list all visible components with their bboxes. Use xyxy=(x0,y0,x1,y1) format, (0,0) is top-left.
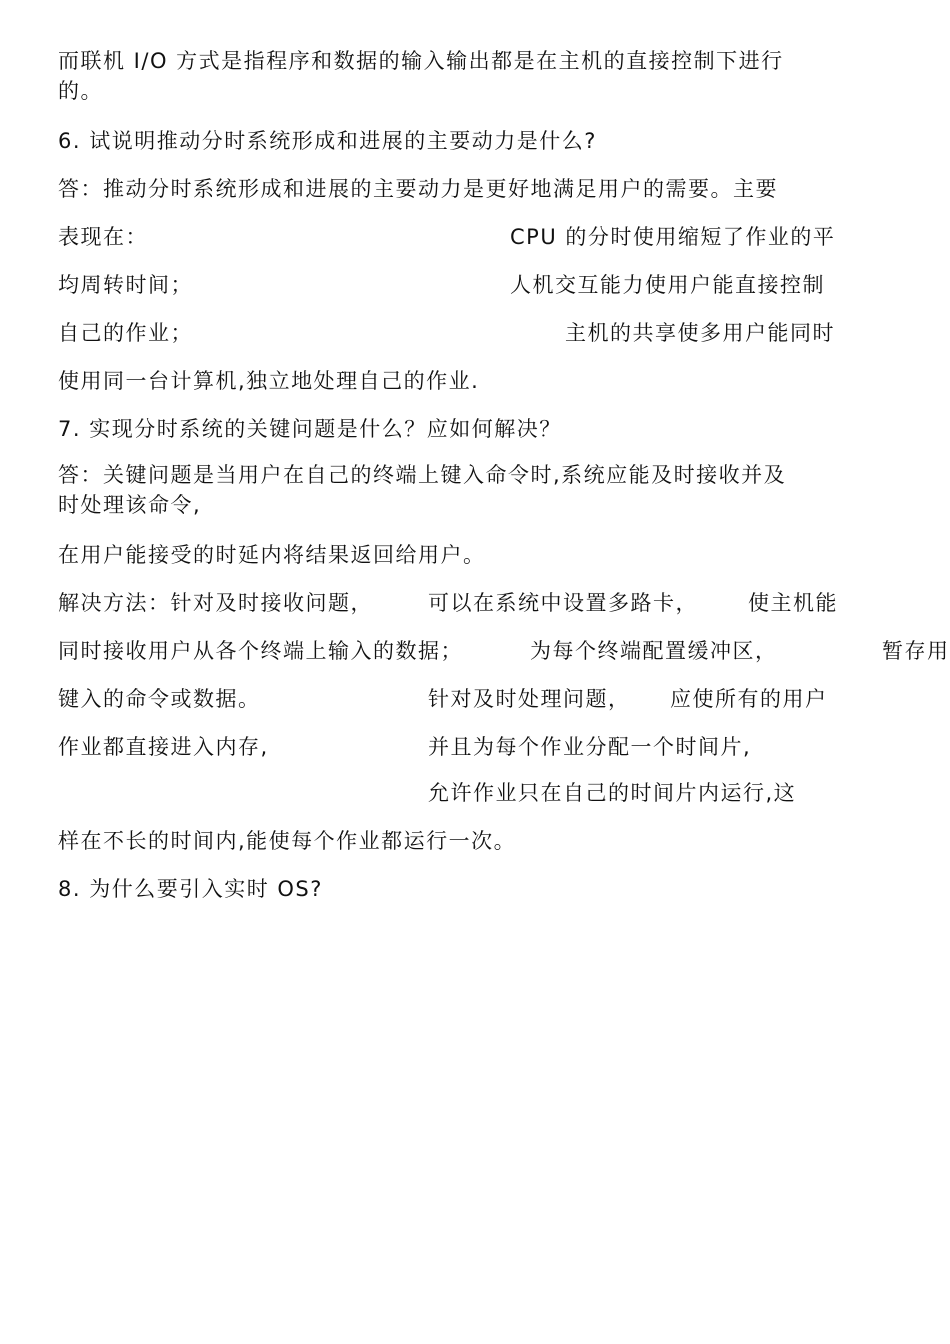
question-8: 8. 为什么要引入实时 OS? xyxy=(58,877,323,901)
solution-line: 使主机能 xyxy=(748,591,838,615)
solution-line: 允许作业只在自己的时间片内运行,这 xyxy=(428,781,797,805)
answer-6-line: 使用同一台计算机,独立地处理自己的作业. xyxy=(58,369,480,393)
answer-6-line: CPU 的分时使用缩短了作业的平 xyxy=(510,225,836,249)
solution-line: 可以在系统中设置多路卡， xyxy=(428,591,698,615)
answer-7-line: 在用户能接受的时延内将结果返回给用户。 xyxy=(58,543,486,567)
solution-line: 暂存用 xyxy=(882,639,950,663)
solution-line: 为每个终端配置缓冲区， xyxy=(530,639,778,663)
solution-line: 解决方法：针对及时接收问题， xyxy=(58,591,373,615)
answer-7-line: 时处理该命令, xyxy=(58,493,202,517)
solution-line: 同时接收用户从各个终端上输入的数据； xyxy=(58,639,463,663)
answer-6-line: 表现在： xyxy=(58,225,148,249)
solution-line: 针对及时处理问题， xyxy=(428,687,631,711)
solution-line: 应使所有的用户 xyxy=(670,687,828,711)
question-6: 6. 试说明推动分时系统形成和进展的主要动力是什么? xyxy=(58,129,597,153)
paragraph-line: 而联机 I/O 方式是指程序和数据的输入输出都是在主机的直接控制下进行 xyxy=(58,49,784,73)
solution-line: 键入的命令或数据。 xyxy=(58,687,261,711)
solution-line: 作业都直接进入内存, xyxy=(58,735,269,759)
answer-6-line: 人机交互能力使用户能直接控制 xyxy=(510,273,825,297)
solution-line: 样在不长的时间内,能使每个作业都运行一次。 xyxy=(58,829,517,853)
question-7: 7. 实现分时系统的关键问题是什么？应如何解决？ xyxy=(58,417,562,441)
solution-line: 并且为每个作业分配一个时间片, xyxy=(428,735,752,759)
answer-7-line: 答：关键问题是当用户在自己的终端上键入命令时,系统应能及时接收并及 xyxy=(58,463,787,487)
answer-6-line: 答：推动分时系统形成和进展的主要动力是更好地满足用户的需要。主要 xyxy=(58,177,778,201)
answer-6-line: 均周转时间； xyxy=(58,273,193,297)
answer-6-line: 自己的作业； xyxy=(58,321,193,345)
paragraph-line: 的。 xyxy=(58,79,103,103)
answer-6-line: 主机的共享使多用户能同时 xyxy=(565,321,835,345)
